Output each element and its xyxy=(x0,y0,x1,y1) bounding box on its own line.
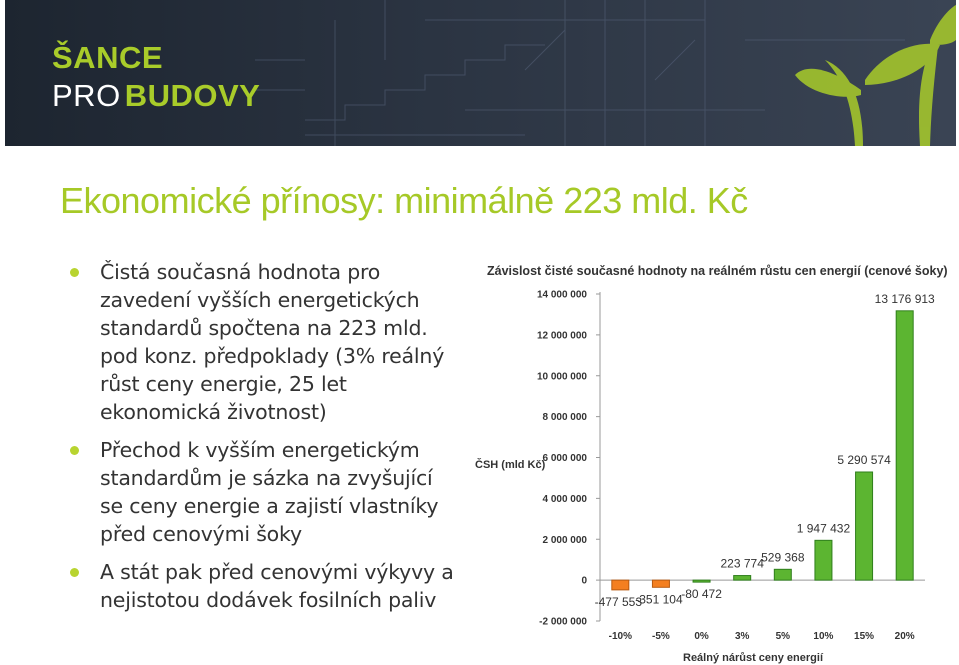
y-tick-label: 6 000 000 xyxy=(542,453,587,464)
bar xyxy=(815,540,832,580)
slide-title: Ekonomické přínosy: minimálně 223 mld. Kč xyxy=(60,180,748,221)
x-tick-label: 0% xyxy=(694,631,709,642)
logo-pro-budovy xyxy=(52,78,260,114)
sprout-icons xyxy=(795,5,956,146)
logo-budovy: BUDOVY xyxy=(124,78,261,113)
bar xyxy=(693,580,710,582)
x-tick-label: -5% xyxy=(652,631,670,642)
data-label: -80 472 xyxy=(681,587,722,602)
bullet-text: A stát pak před cenovými výkyvy a nejistotou dodávek fosilních paliv xyxy=(100,560,454,612)
bullet-list xyxy=(70,258,460,614)
bullet-text: Přechod k vyšším energetickým standardům je sázka na zvyšující se ceny energie a zajistí vlastníky před cenovými šoky xyxy=(100,438,439,546)
bar xyxy=(856,472,873,580)
bullet-dot-icon xyxy=(70,568,79,577)
y-tick-label: 8 000 000 xyxy=(542,412,587,424)
bullet-text: Čistá současná hodnota pro zavedení vyšších energetických standardů spočtena na 223 mld. pod konz. předpoklady (3% reálný růst ceny energie, 25 let ekonomická životnost) xyxy=(100,260,445,424)
data-label: 13 176 913 xyxy=(874,291,935,306)
y-tick-label: 0 xyxy=(581,575,587,587)
data-label: -477 553 xyxy=(594,594,642,609)
bar xyxy=(896,311,913,580)
chart-title: Závislost čisté současné hodnoty na reálném růstu cen energií (cenové šoky) xyxy=(487,264,948,278)
bullet-item xyxy=(70,436,460,548)
data-label: -351 104 xyxy=(635,592,683,607)
npv-chart xyxy=(470,255,959,665)
x-tick-label: 15% xyxy=(854,631,875,642)
x-tick-label: -10% xyxy=(608,631,632,642)
chart-xlabel: Reálný nárůst ceny energií xyxy=(683,652,823,664)
y-tick-label: -2 000 000 xyxy=(539,616,587,628)
bar xyxy=(612,580,629,590)
bullet-item xyxy=(70,558,460,614)
logo-pro: PRO xyxy=(52,78,121,113)
header-banner xyxy=(5,0,956,146)
data-label: 529 368 xyxy=(761,550,805,565)
bullet-item xyxy=(70,258,460,426)
bar xyxy=(652,580,669,587)
logo-sance: ŠANCE xyxy=(52,40,164,75)
data-label: 223 774 xyxy=(720,556,764,571)
x-tick-label: 5% xyxy=(775,631,791,642)
bar xyxy=(734,576,751,581)
y-tick-label: 12 000 000 xyxy=(536,330,587,342)
y-tick-label: 10 000 000 xyxy=(536,371,587,383)
x-tick-label: 3% xyxy=(734,631,750,642)
bullet-dot-icon xyxy=(70,268,79,277)
data-label: 1 947 432 xyxy=(796,521,851,536)
y-tick-label: 2 000 000 xyxy=(542,534,587,546)
chart-ylabel: ČSH (mld Kč) xyxy=(475,459,546,471)
bar xyxy=(774,569,791,580)
data-label: 5 290 574 xyxy=(837,452,891,467)
y-tick-label: 14 000 000 xyxy=(536,289,587,301)
bullet-dot-icon xyxy=(70,446,79,455)
x-tick-label: 10% xyxy=(813,631,834,642)
y-tick-label: 4 000 000 xyxy=(542,493,587,505)
x-tick-label: 20% xyxy=(894,631,915,642)
chart-svg xyxy=(470,255,959,665)
